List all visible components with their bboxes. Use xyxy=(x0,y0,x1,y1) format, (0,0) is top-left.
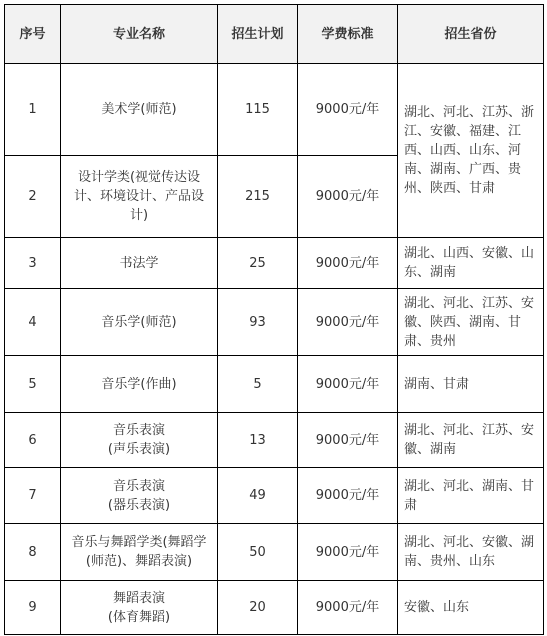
header-provinces: 招生省份 xyxy=(398,5,544,64)
admissions-table-container xyxy=(4,4,544,635)
cell-no: 7 xyxy=(5,468,61,524)
cell-major xyxy=(61,413,218,468)
cell-provinces: 湖南、甘肃 xyxy=(398,356,544,413)
cell-major: 音乐学(师范) xyxy=(61,289,218,356)
cell-major: 美术学(师范) xyxy=(61,64,218,156)
cell-fee: 9000元/年 xyxy=(298,64,398,156)
cell-plan: 215 xyxy=(218,156,298,238)
cell-plan: 49 xyxy=(218,468,298,524)
table-row xyxy=(5,64,544,156)
cell-fee: 9000元/年 xyxy=(298,468,398,524)
cell-plan: 115 xyxy=(218,64,298,156)
header-no: 序号 xyxy=(5,5,61,64)
cell-fee: 9000元/年 xyxy=(298,413,398,468)
cell-major xyxy=(61,468,218,524)
cell-no: 3 xyxy=(5,238,61,289)
cell-no: 8 xyxy=(5,524,61,581)
cell-plan: 50 xyxy=(218,524,298,581)
cell-provinces: 安徽、山东 xyxy=(398,581,544,635)
header-fee: 学费标准 xyxy=(298,5,398,64)
major-line-2: (声乐表演) xyxy=(107,442,171,457)
table-row xyxy=(5,468,544,524)
cell-provinces: 湖北、山西、安徽、山东、湖南 xyxy=(398,238,544,289)
cell-provinces: 湖北、河北、江苏、安徽、陕西、湖南、甘肃、贵州 xyxy=(398,289,544,356)
table-row xyxy=(5,289,544,356)
cell-major: 音乐与舞蹈学类(舞蹈学(师范)、舞蹈表演) xyxy=(61,524,218,581)
header-plan: 招生计划 xyxy=(218,5,298,64)
cell-plan: 25 xyxy=(218,238,298,289)
admissions-plan-table xyxy=(4,4,544,635)
cell-fee: 9000元/年 xyxy=(298,238,398,289)
major-line-1: 音乐表演 xyxy=(112,423,165,438)
table-row xyxy=(5,356,544,413)
cell-fee: 9000元/年 xyxy=(298,356,398,413)
cell-no: 5 xyxy=(5,356,61,413)
cell-major: 书法学 xyxy=(61,238,218,289)
cell-plan: 93 xyxy=(218,289,298,356)
cell-plan: 5 xyxy=(218,356,298,413)
table-row xyxy=(5,524,544,581)
cell-provinces: 湖北、河北、安徽、湖南、贵州、山东 xyxy=(398,524,544,581)
cell-no: 1 xyxy=(5,64,61,156)
cell-major xyxy=(61,581,218,635)
cell-fee: 9000元/年 xyxy=(298,524,398,581)
cell-major: 音乐学(作曲) xyxy=(61,356,218,413)
major-line-1: 音乐表演 xyxy=(112,478,165,494)
table-row xyxy=(5,413,544,468)
major-line-2: (器乐表演) xyxy=(107,497,171,513)
cell-plan: 13 xyxy=(218,413,298,468)
cell-no: 2 xyxy=(5,156,61,238)
cell-no: 6 xyxy=(5,413,61,468)
cell-fee: 9000元/年 xyxy=(298,581,398,635)
table-row xyxy=(5,581,544,635)
cell-provinces: 湖北、河北、湖南、甘肃 xyxy=(398,468,544,524)
cell-provinces-merged: 湖北、河北、江苏、浙江、安徽、福建、江西、山西、山东、河南、湖南、广西、贵州、陕西、甘肃 xyxy=(398,64,544,238)
cell-major: 设计学类(视觉传达设计、环境设计、产品设计) xyxy=(61,156,218,238)
cell-fee: 9000元/年 xyxy=(298,289,398,356)
cell-provinces: 湖北、河北、江苏、安徽、湖南 xyxy=(398,413,544,468)
cell-no: 4 xyxy=(5,289,61,356)
cell-plan: 20 xyxy=(218,581,298,635)
header-major: 专业名称 xyxy=(61,5,218,64)
table-row xyxy=(5,238,544,289)
major-line-2: (体育舞蹈) xyxy=(107,609,171,625)
cell-fee: 9000元/年 xyxy=(298,156,398,238)
cell-no: 9 xyxy=(5,581,61,635)
table-header-row xyxy=(5,5,544,64)
major-line-1: 舞蹈表演 xyxy=(112,590,165,606)
